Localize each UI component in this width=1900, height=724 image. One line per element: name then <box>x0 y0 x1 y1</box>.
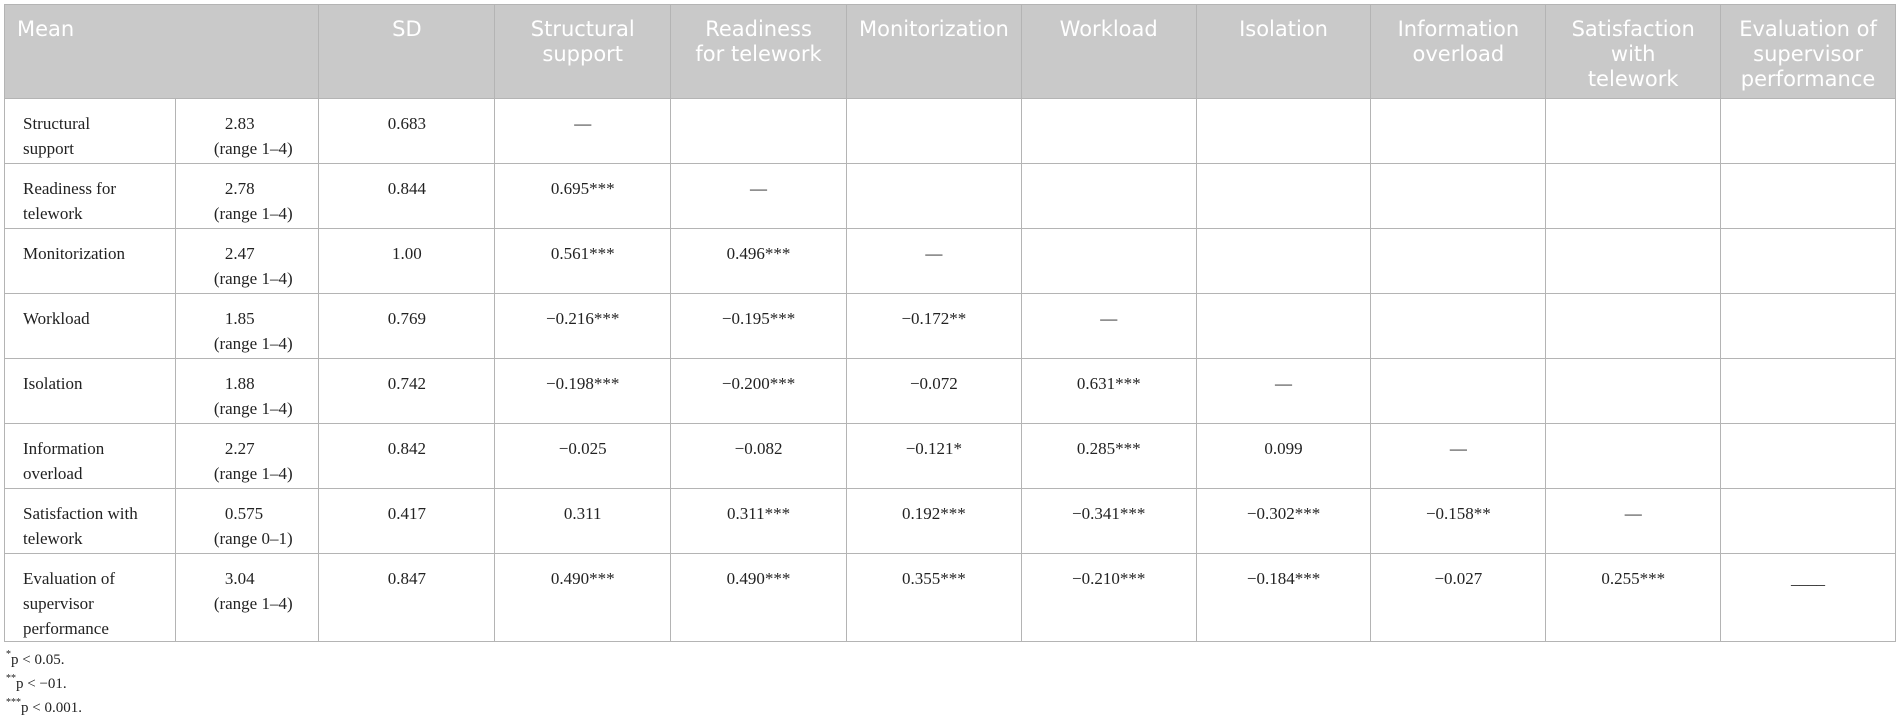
mean-value: 2.47 <box>224 244 255 263</box>
mean-cell <box>175 99 319 164</box>
header-readiness-for-telework: Readiness for telework <box>671 5 847 99</box>
correlation-cell: −0.158** <box>1371 489 1546 554</box>
sd-cell: 0.847 <box>319 554 495 642</box>
correlation-cell: −0.025 <box>495 424 671 489</box>
mean-cell <box>175 489 319 554</box>
correlation-cell: −0.172** <box>846 294 1021 359</box>
correlation-cell <box>1721 489 1896 554</box>
mean-range: (range 1–4) <box>213 334 293 353</box>
correlation-cell <box>1196 294 1371 359</box>
row-label: Workload <box>5 294 176 359</box>
correlation-cell: −0.200*** <box>671 359 847 424</box>
mean-range: (range 1–4) <box>213 204 293 223</box>
header-information-overload: Information overload <box>1371 5 1546 99</box>
row-label: Monitorization <box>5 229 176 294</box>
sd-cell: 0.417 <box>319 489 495 554</box>
correlation-cell: −0.216*** <box>495 294 671 359</box>
sd-cell: 0.742 <box>319 359 495 424</box>
correlation-cell <box>1371 359 1546 424</box>
correlation-cell <box>1721 359 1896 424</box>
row-label: Evaluation of supervisor performance <box>5 554 176 642</box>
header-satisfaction-with-telework: Satisfaction with telework <box>1546 5 1721 99</box>
correlation-cell <box>1546 359 1721 424</box>
mean-value: 2.27 <box>224 439 255 458</box>
correlation-cell <box>1021 164 1196 229</box>
sd-cell: 0.842 <box>319 424 495 489</box>
correlation-cell <box>1371 229 1546 294</box>
correlation-cell <box>846 99 1021 164</box>
correlation-cell: −0.027 <box>1371 554 1546 642</box>
mean-cell <box>175 424 319 489</box>
mean-value: 1.85 <box>224 309 255 328</box>
correlation-cell <box>1721 424 1896 489</box>
correlation-cell: 0.561*** <box>495 229 671 294</box>
mean-cell <box>175 229 319 294</box>
mean-cell <box>175 294 319 359</box>
correlation-cell <box>846 164 1021 229</box>
mean-range: (range 0–1) <box>213 529 293 548</box>
correlation-cell: 0.490*** <box>495 554 671 642</box>
row-label: Readiness for telework <box>5 164 176 229</box>
header-monitorization: Monitorization <box>846 5 1021 99</box>
correlation-cell: −0.210*** <box>1021 554 1196 642</box>
footnote-marker: * <box>6 649 11 660</box>
mean-value: 3.04 <box>224 569 255 588</box>
footnote-text: p < 0.05. <box>11 652 65 668</box>
correlation-cell <box>1196 229 1371 294</box>
correlation-cell: −0.195*** <box>671 294 847 359</box>
correlation-cell: — <box>1196 359 1371 424</box>
mean-range: (range 1–4) <box>213 139 293 158</box>
mean-range: (range 1–4) <box>213 594 293 613</box>
correlation-cell: −0.198*** <box>495 359 671 424</box>
correlation-cell <box>1371 99 1546 164</box>
correlation-cell <box>671 99 847 164</box>
header-isolation: Isolation <box>1196 5 1371 99</box>
correlation-cell <box>1721 99 1896 164</box>
correlation-cell: −0.184*** <box>1196 554 1371 642</box>
correlation-cell <box>1196 99 1371 164</box>
correlation-cell: −0.302*** <box>1196 489 1371 554</box>
correlation-cell <box>1371 294 1546 359</box>
table-row <box>5 359 1896 424</box>
mean-cell <box>175 554 319 642</box>
header-workload: Workload <box>1021 5 1196 99</box>
row-label: Structural support <box>5 99 176 164</box>
correlation-cell <box>1546 164 1721 229</box>
correlation-cell: −0.121* <box>846 424 1021 489</box>
table-body <box>5 99 1896 642</box>
sd-cell: 1.00 <box>319 229 495 294</box>
correlation-cell: 0.631*** <box>1021 359 1196 424</box>
correlation-cell <box>1546 99 1721 164</box>
correlation-cell: 0.285*** <box>1021 424 1196 489</box>
sd-cell: 0.844 <box>319 164 495 229</box>
mean-value: 2.83 <box>224 114 255 133</box>
correlation-cell: — <box>1021 294 1196 359</box>
footnote <box>6 648 82 672</box>
mean-cell <box>175 359 319 424</box>
table-row <box>5 99 1896 164</box>
header-evaluation-of-supervisor: Evaluation of supervisor performance <box>1721 5 1896 99</box>
correlation-cell: 0.311*** <box>671 489 847 554</box>
correlation-cell: — <box>1546 489 1721 554</box>
correlation-cell <box>1021 229 1196 294</box>
header-row <box>5 5 1896 99</box>
correlation-cell: 0.355*** <box>846 554 1021 642</box>
table-footnotes <box>6 648 82 720</box>
correlation-cell: — <box>671 164 847 229</box>
row-label: Isolation <box>5 359 176 424</box>
correlation-cell: 0.695*** <box>495 164 671 229</box>
correlation-cell: ____ <box>1721 554 1896 642</box>
correlation-cell: 0.311 <box>495 489 671 554</box>
correlation-cell: — <box>846 229 1021 294</box>
mean-cell <box>175 164 319 229</box>
header-sd: SD <box>319 5 495 99</box>
mean-value: 0.575 <box>224 504 264 523</box>
sd-cell: 0.769 <box>319 294 495 359</box>
correlation-cell: −0.072 <box>846 359 1021 424</box>
footnote <box>6 672 82 696</box>
footnote-text: p < −01. <box>16 676 67 692</box>
footnote-text: p < 0.001. <box>21 700 82 716</box>
table-row <box>5 554 1896 642</box>
correlation-table <box>4 4 1896 642</box>
correlation-cell: — <box>495 99 671 164</box>
correlation-cell <box>1546 229 1721 294</box>
mean-range: (range 1–4) <box>213 464 293 483</box>
correlation-cell: 0.099 <box>1196 424 1371 489</box>
table-row <box>5 229 1896 294</box>
row-label: Satisfaction with telework <box>5 489 176 554</box>
correlation-cell <box>1721 294 1896 359</box>
correlation-cell <box>1546 294 1721 359</box>
footnote-marker: ** <box>6 673 16 684</box>
table-row <box>5 294 1896 359</box>
mean-value: 1.88 <box>224 374 255 393</box>
mean-value: 2.78 <box>224 179 255 198</box>
table-row <box>5 489 1896 554</box>
correlation-cell <box>1721 164 1896 229</box>
table-row <box>5 424 1896 489</box>
correlation-cell <box>1371 164 1546 229</box>
footnote <box>6 696 82 720</box>
correlation-cell <box>1546 424 1721 489</box>
sd-cell: 0.683 <box>319 99 495 164</box>
correlation-cell: −0.082 <box>671 424 847 489</box>
correlation-cell: 0.255*** <box>1546 554 1721 642</box>
mean-range: (range 1–4) <box>213 269 293 288</box>
table-row <box>5 164 1896 229</box>
correlation-cell <box>1721 229 1896 294</box>
header-mean: Mean <box>5 5 319 99</box>
correlation-cell <box>1021 99 1196 164</box>
correlation-cell: 0.192*** <box>846 489 1021 554</box>
correlation-cell: 0.496*** <box>671 229 847 294</box>
header-structural-support: Structural support <box>495 5 671 99</box>
correlation-cell: 0.490*** <box>671 554 847 642</box>
row-label: Information overload <box>5 424 176 489</box>
correlation-cell <box>1196 164 1371 229</box>
mean-range: (range 1–4) <box>213 399 293 418</box>
correlation-cell: — <box>1371 424 1546 489</box>
correlation-cell: −0.341*** <box>1021 489 1196 554</box>
footnote-marker: *** <box>6 697 21 708</box>
